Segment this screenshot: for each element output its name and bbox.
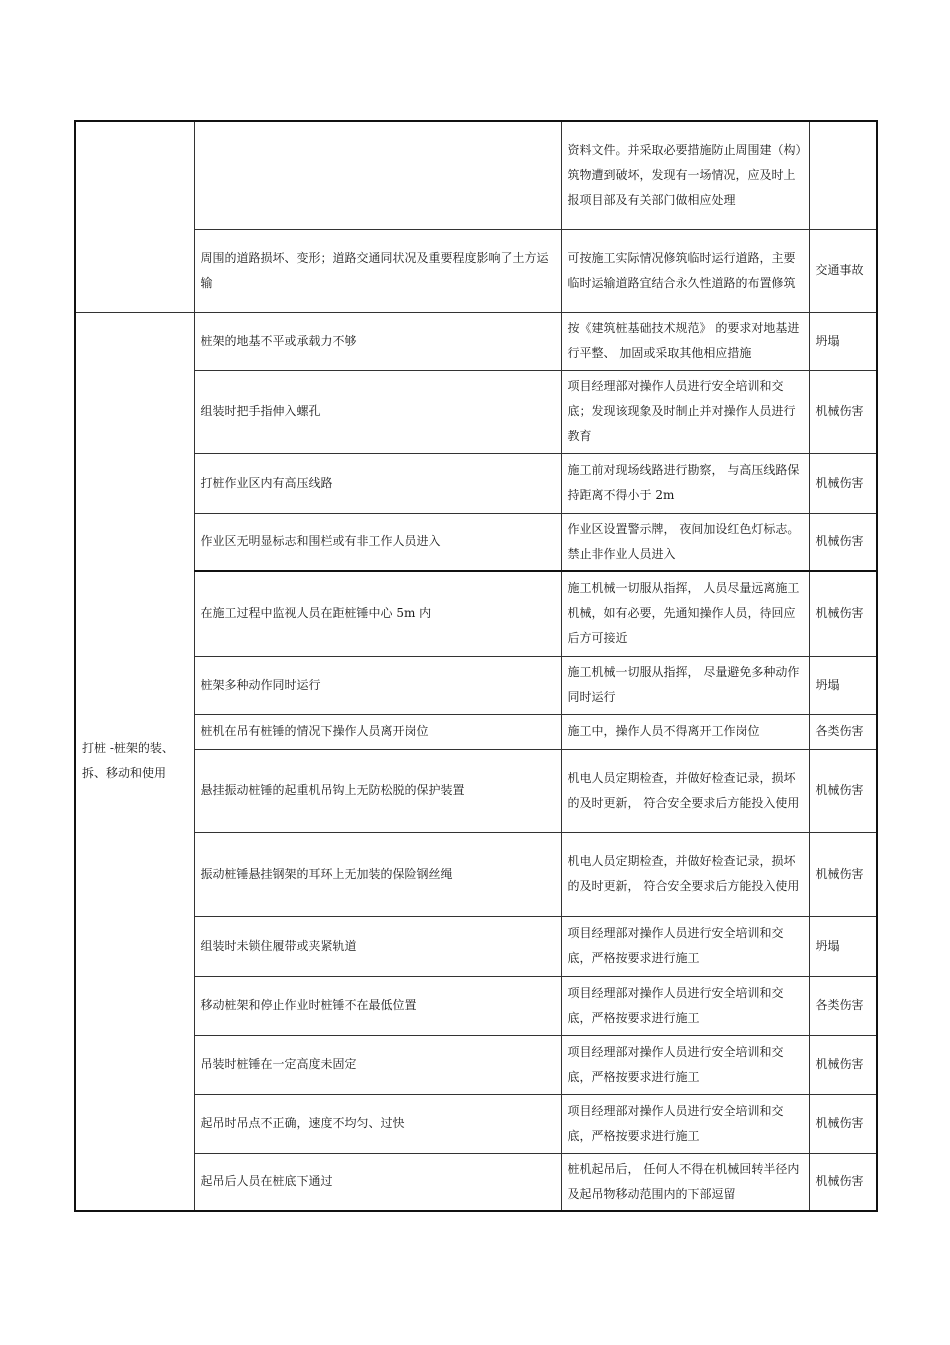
table-row: [75, 656, 877, 714]
table-row: [75, 976, 877, 1035]
measure-cell: 项目经理部对操作人员进行安全培训和交底，严格按要求进行施工: [561, 1035, 809, 1094]
table-row: [75, 453, 877, 513]
accident-cell: 机械伤害: [809, 370, 877, 453]
hazard-cell: 组装时未锁住履带或夹紧轨道: [194, 916, 561, 976]
table-row: [75, 832, 877, 916]
measure-cell: 施工前对现场线路进行勘察， 与高压线路保持距离不得小于 2m: [561, 453, 809, 513]
hazard-cell: 周围的道路损坏、变形；道路交通同状况及重要程度影响了土方运输: [194, 229, 561, 312]
hazard-cell: 振动桩锤悬挂钢架的耳环上无加装的保险钢丝绳: [194, 832, 561, 916]
table-row: [75, 571, 877, 656]
measure-cell: 项目经理部对操作人员进行安全培训和交底，严格按要求进行施工: [561, 916, 809, 976]
accident-cell: 机械伤害: [809, 513, 877, 571]
table-row: [75, 749, 877, 832]
table-row: [75, 916, 877, 976]
measure-cell: 施工机械一切服从指挥， 尽量避免多种动作同时运行: [561, 656, 809, 714]
activity-cell: [75, 121, 194, 312]
table-row: [75, 370, 877, 453]
accident-cell: [809, 121, 877, 229]
table-row: [75, 714, 877, 749]
measure-cell: 机电人员定期检查，并做好检查记录，损坏的及时更新， 符合安全要求后方能投入使用: [561, 749, 809, 832]
hazard-table: [74, 120, 878, 1212]
measure-cell: 资料文件。并采取必要措施防止周围建（构）筑物遭到破坏，发现有一场情况，应及时上报项目部及有关部门做相应处理: [561, 121, 809, 229]
table-row: [75, 229, 877, 312]
table-row: [75, 513, 877, 571]
measure-cell: 桩机起吊后， 任何人不得在机械回转半径内及起吊物移动范围内的下部逗留: [561, 1153, 809, 1211]
activity-cell: 打桩 -桩架的装、拆、移动和使用: [75, 312, 194, 1211]
hazard-cell: 组装时把手指伸入螺孔: [194, 370, 561, 453]
measure-cell: 项目经理部对操作人员进行安全培训和交底，严格按要求进行施工: [561, 976, 809, 1035]
measure-cell: 施工中，操作人员不得离开工作岗位: [561, 714, 809, 749]
measure-cell: 作业区设置警示牌， 夜间加设红色灯标志。禁止非作业人员进入: [561, 513, 809, 571]
accident-cell: 机械伤害: [809, 1035, 877, 1094]
measure-cell: 施工机械一切服从指挥， 人员尽量远离施工机械，如有必要，先通知操作人员，待回应后方可接近: [561, 571, 809, 656]
accident-cell: 机械伤害: [809, 571, 877, 656]
hazard-cell: 悬挂振动桩锤的起重机吊钩上无防松脱的保护装置: [194, 749, 561, 832]
measure-cell: 项目经理部对操作人员进行安全培训和交底；发现该现象及时制止并对操作人员进行教育: [561, 370, 809, 453]
hazard-cell: 在施工过程中监视人员在距桩锤中心 5m 内: [194, 571, 561, 656]
hazard-cell: 起吊时吊点不正确，速度不均匀、过快: [194, 1094, 561, 1153]
hazard-cell: 桩架多种动作同时运行: [194, 656, 561, 714]
measure-cell: 可按施工实际情况修筑临时运行道路，主要临时运输道路宜结合永久性道路的布置修筑: [561, 229, 809, 312]
accident-cell: 机械伤害: [809, 453, 877, 513]
accident-cell: 各类伤害: [809, 976, 877, 1035]
accident-cell: 坍塌: [809, 916, 877, 976]
accident-cell: 坍塌: [809, 312, 877, 370]
hazard-cell: 桩架的地基不平或承载力不够: [194, 312, 561, 370]
hazard-cell: 作业区无明显标志和围栏或有非工作人员进入: [194, 513, 561, 571]
accident-cell: 机械伤害: [809, 832, 877, 916]
accident-cell: 机械伤害: [809, 749, 877, 832]
table-row: [75, 1035, 877, 1094]
table-row: [75, 1153, 877, 1211]
table-row: [75, 121, 877, 229]
accident-cell: 机械伤害: [809, 1153, 877, 1211]
accident-cell: 坍塌: [809, 656, 877, 714]
hazard-cell: [194, 121, 561, 229]
table-row: [75, 312, 877, 370]
accident-cell: 各类伤害: [809, 714, 877, 749]
accident-cell: 交通事故: [809, 229, 877, 312]
hazard-cell: 桩机在吊有桩锤的情况下操作人员离开岗位: [194, 714, 561, 749]
measure-cell: 按《建筑桩基础技术规范》 的要求对地基进行平整、 加固或采取其他相应措施: [561, 312, 809, 370]
table-row: [75, 1094, 877, 1153]
hazard-cell: 移动桩架和停止作业时桩锤不在最低位置: [194, 976, 561, 1035]
hazard-cell: 打桩作业区内有高压线路: [194, 453, 561, 513]
hazard-cell: 起吊后人员在桩底下通过: [194, 1153, 561, 1211]
accident-cell: 机械伤害: [809, 1094, 877, 1153]
measure-cell: 项目经理部对操作人员进行安全培训和交底，严格按要求进行施工: [561, 1094, 809, 1153]
measure-cell: 机电人员定期检查，并做好检查记录，损坏的及时更新， 符合安全要求后方能投入使用: [561, 832, 809, 916]
hazard-cell: 吊装时桩锤在一定高度未固定: [194, 1035, 561, 1094]
